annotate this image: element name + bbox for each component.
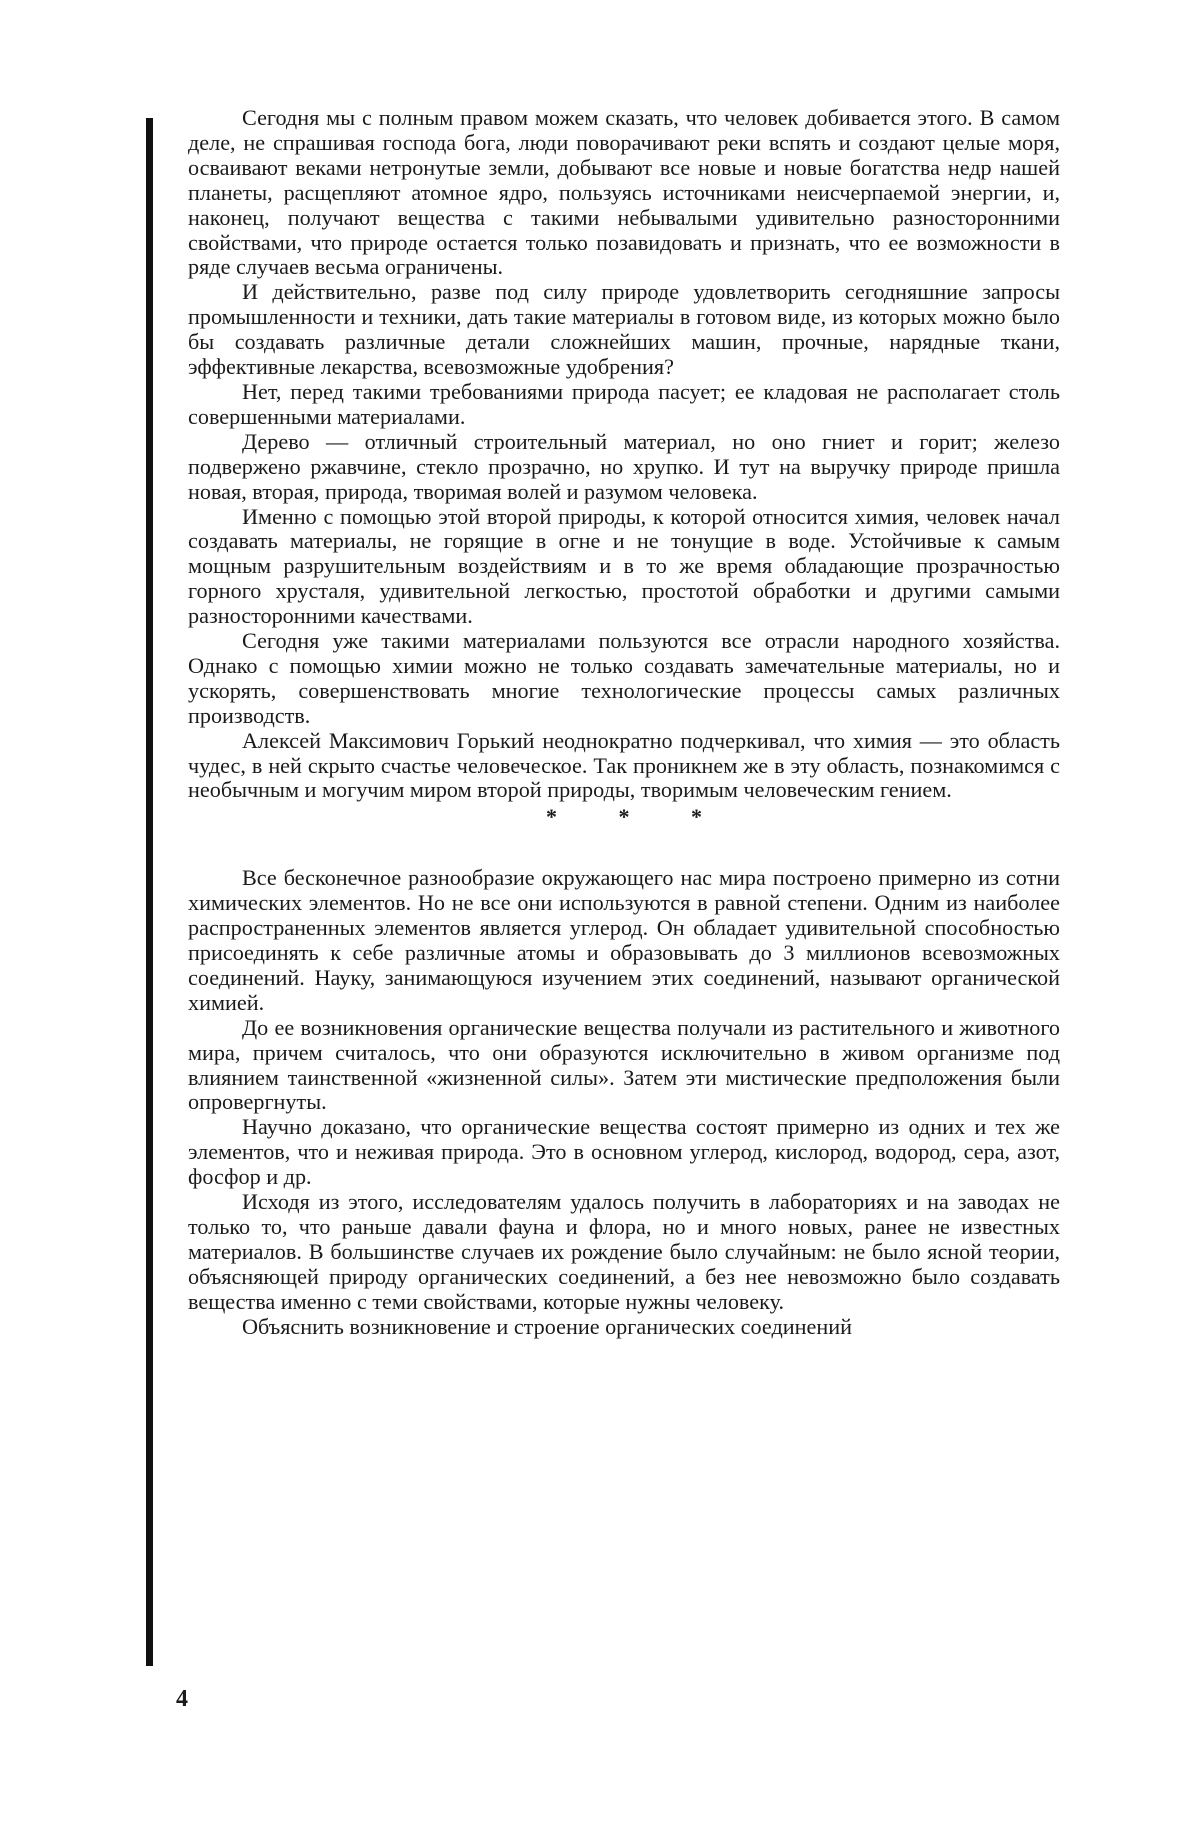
paragraph: Научно доказано, что органические вещества состоят примерно из одних и тех же элементов, что и неживая природа. Это в основном углерод, кислород, водород, сера, азот, фосфор и др. — [188, 1114, 1060, 1190]
page-text — [188, 106, 1060, 1340]
paragraph: Алексей Максимович Горький неоднократно подчеркивал, что химия — это область чудес, в ней скрыто счастье человеческое. Так проникнем же в эту область, познакомимся с необычным и могучим миром второй природы, творимым человеческим гением. — [188, 727, 1060, 803]
paragraph: Дерево — отличный строительный материал, но оно гниет и горит; железо подвержено ржавчине, стекло прозрачно, но хрупко. И тут на выручку природе пришла новая, вторая, природа, творимая волей и разумом человека. — [188, 428, 1060, 504]
paragraph: Нет, перед такими требованиями природа пасует; ее кладовая не располагает столь совершенными материалами. — [188, 378, 1060, 429]
section-divider: * * * — [546, 804, 730, 830]
paragraph: Сегодня мы с полным правом можем сказать, что человек добивается этого. В самом деле, не спрашивая господа бога, люди поворачивают реки вспять и создают целые моря, осваивают веками нетронутые земли, добывают все новые и новые богатства недр нашей планеты, расщепляют атомное ядро, пользуясь источниками неисчерпаемой энергии, и, наконец, получают вещества с такими небывалыми удивительно разносторонними свойствами, что природе остается только позавидовать и признать, что ее возможности в ряде случаев весьма ограничены. — [188, 105, 1060, 280]
page-number: 4 — [176, 1686, 188, 1712]
paragraph: Исходя из этого, исследователям удалось получить в лабораториях и на заводах не только то, что раньше давали фауна и флора, но и много новых, ранее не известных материалов. В большинстве случаев их рождение было случайным: не было ясной теории, объясняющей природу органических соединений, а без нее невозможно было создавать вещества именно с теми свойствами, которые нужны человеку. — [188, 1189, 1060, 1314]
paragraph: Именно с помощью этой второй природы, к которой относится химия, человек начал создавать материалы, не горящие в огне и не тонущие в воде. Устойчивые к самым мощным разрушительным воздействиям и в то же время обладающие прозрачностью горного хрусталя, удивительной легкостью, простотой обработки и другими самыми разносторонними качествами. — [188, 503, 1060, 629]
margin-rule — [146, 118, 153, 1666]
paragraph: Объяснить возникновение и строение органических соединений — [242, 1313, 852, 1339]
paragraph: До ее возникновения органические вещества получали из растительного и животного мира, причем считалось, что они образуются исключительно в живом организме под влиянием таинственной «жизненной силы». Затем эти мистические предположения были опровергнуты. — [188, 1014, 1060, 1115]
paragraph: И действительно, разве под силу природе удовлетворить сегодняшние запросы промышленности и техники, дать такие материалы в готовом виде, из которых можно было бы создавать различные детали сложнейших машин, прочные, нарядные ткани, эффективные лекарства, всевозможные удобрения? — [188, 279, 1060, 380]
paragraph: Все бесконечное разнообразие окружающего нас мира построено примерно из сотни химических элементов. Но не все они используются в равной степени. Одним из наиболее распространенных элементов является углерод. Он обладает удивительной способностью присоединять к себе различные атомы и образовывать до 3 миллионов всевозможных соединений. Науку, занимающуюся изучением этих соединений, называют органической химией. — [188, 865, 1060, 1015]
paragraph: Сегодня уже такими материалами пользуются все отрасли народного хозяйства. Однако с помощью химии можно не только создавать замечательные материалы, но и ускорять, совершенствовать многие технологические процессы самых различных производств. — [188, 628, 1060, 728]
